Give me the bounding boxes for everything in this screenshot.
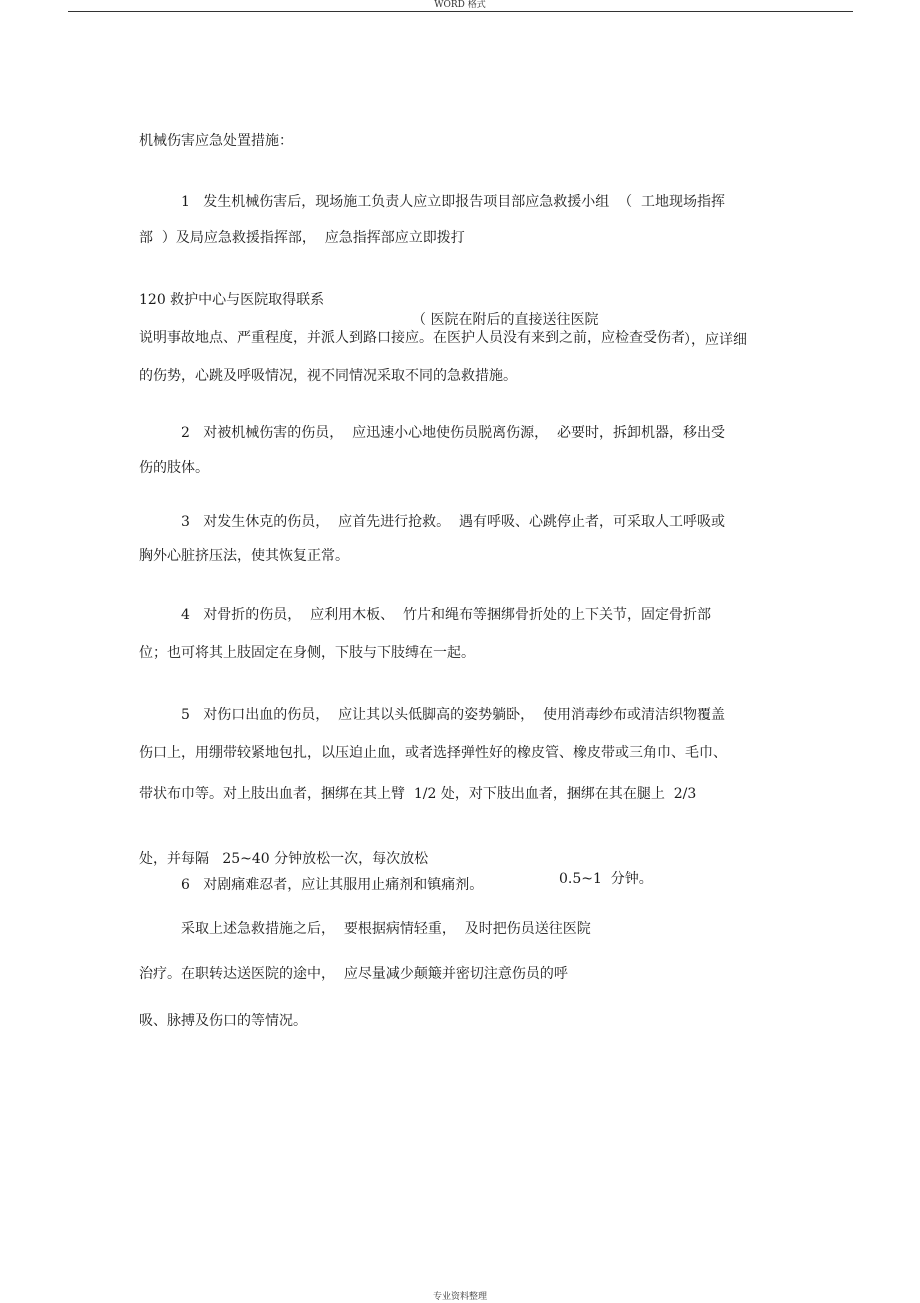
paragraph-1-line-3-part-2: （ 医院在附后的直接送往医院 <box>412 312 599 328</box>
document-title: 机械伤害应急处置措施： <box>139 133 293 149</box>
paragraph-2-line-2: 伤的肢体。 <box>139 460 209 476</box>
page-footer: 专业资料整理 <box>432 1292 487 1302</box>
paragraph-4-line-1: 4 对骨折的伤员， 应利用木板、 竹片和绳布等捆绑骨折处的上下关节，固定骨折部 <box>181 607 712 623</box>
header-rule <box>68 11 853 12</box>
paragraph-5-line-4-part-1: 处，并每隔 25~40 分钟放松一次，每次放松 <box>139 851 429 867</box>
paragraph-1-line-3-part-1: 120 救护中心与医院取得联系 <box>139 292 325 308</box>
paragraph-6-line-1: 6 对剧痛难忍者，应让其服用止痛剂和镇痛剂。 <box>181 877 484 893</box>
paragraph-1-line-4: 说明事故地点、严重程度，并派人到路口接应。在医护人员没有来到之前，应检查受伤者 <box>139 330 685 346</box>
paragraph-1-line-2: 部 ）及局应急救援指挥部， 应急指挥部应立即拨打 <box>139 230 465 246</box>
paragraph-1-line-1: 1 发生机械伤害后，现场施工负责人应立即报告项目部应急救援小组 （ 工地现场指挥 <box>181 194 726 210</box>
paragraph-5-line-4-part-2: 0.5~1 分钟。 <box>559 871 653 887</box>
paragraph-4-line-2: 位；也可将其上肢固定在身侧，下肢与下肢缚在一起。 <box>139 645 475 661</box>
paragraph-1-line-3-part-3: ），应详细 <box>684 332 747 348</box>
paragraph-7-line-2: 治疗。在职转达送医院的途中， 应尽量减少颠簸并密切注意伤员的呼 <box>139 966 568 982</box>
paragraph-7-line-1: 采取上述急救措施之后， 要根据病情轻重， 及时把伤员送往医院 <box>181 921 591 937</box>
paragraph-2-line-1: 2 对被机械伤害的伤员， 应迅速小心地使伤员脱离伤源， 必要时，拆卸机器，移出受 <box>181 425 726 441</box>
paragraph-5-line-3: 带状布巾等。对上肢出血者，捆绑在其上臂 1/2 处，对下肢出血者，捆绑在其在腿上 2/3 <box>139 786 697 802</box>
paragraph-5-line-2: 伤口上，用绷带较紧地包扎，以压迫止血，或者选择弹性好的橡皮管、橡皮带或三角巾、毛巾、 <box>139 745 727 761</box>
paragraph-1-line-5: 的伤势，心跳及呼吸情况，视不同情况采取不同的急救措施。 <box>139 368 517 384</box>
page-header: WORD 格式 <box>434 0 486 10</box>
paragraph-7-line-3: 吸、脉搏及伤口的等情况。 <box>139 1013 307 1029</box>
paragraph-3-line-1: 3 对发生休克的伤员， 应首先进行抢救。 遇有呼吸、心跳停止者，可采取人工呼吸或 <box>181 514 726 530</box>
paragraph-5-line-1: 5 对伤口出血的伤员， 应让其以头低脚高的姿势躺卧， 使用消毒纱布或清洁织物覆盖 <box>181 707 726 723</box>
paragraph-3-line-2: 胸外心脏挤压法，使其恢复正常。 <box>139 548 349 564</box>
